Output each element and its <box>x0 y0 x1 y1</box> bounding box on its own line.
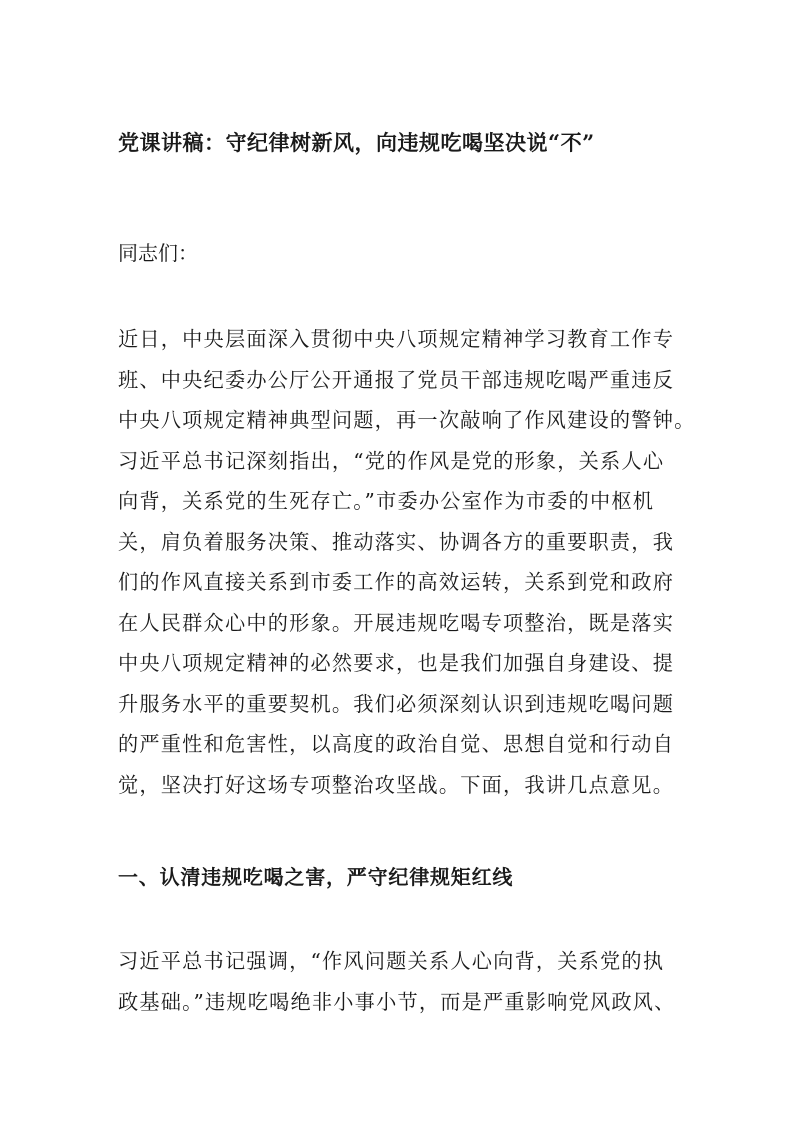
paragraph-line: 政基础。”违规吃喝绝非小事小节，而是严重影响党风政风、 <box>118 989 676 1014</box>
paragraph-intro <box>118 319 696 805</box>
paragraph-line: 中央八项规定精神的必然要求，也是我们加强自身建设、提 <box>118 651 675 675</box>
paragraph-line: 在人民群众心中的形象。开展违规吃喝专项整治，既是落实 <box>118 610 675 635</box>
paragraph-line: 关，肩负着服务决策、推动落实、协调各方的重要职责，我 <box>118 529 675 554</box>
paragraph-line: 班、中央纪委办公厅公开通报了党员干部违规吃喝严重违反 <box>118 367 675 392</box>
paragraph-line: 习近平总书记强调，“作风问题关系人心向背，关系党的执 <box>118 949 665 973</box>
paragraph-line: 的严重性和危害性，以高度的政治自觉、思想自觉和行动自 <box>118 732 675 756</box>
paragraph-line: 中央八项规定精神典型问题，再一次敲响了作风建设的警钟。 <box>118 408 696 432</box>
paragraph-line: 习近平总书记深刻指出，“党的作风是党的形象，关系人心 <box>118 448 665 473</box>
paragraph-line: 近日，中央层面深入贯彻中央八项规定精神学习教育工作专 <box>118 327 675 351</box>
section-heading: 一、认清违规吃喝之害，严守纪律规矩红线 <box>118 865 514 889</box>
paragraph-line: 们的作风直接关系到市委工作的高效运转，关系到党和政府 <box>118 570 675 594</box>
paragraph-line: 觉，坚决打好这场专项整治攻坚战。下面，我讲几点意见。 <box>118 772 675 797</box>
paragraph-line: 升服务水平的重要契机。我们必须深刻认识到违规吃喝问题 <box>118 691 675 716</box>
paragraph-section1 <box>118 941 688 1022</box>
salutation: 同志们： <box>118 241 198 265</box>
document-title: 党课讲稿：守纪律树新风，向违规吃喝坚决说“不” <box>118 130 595 155</box>
paragraph-line: 向背，关系党的生死存亡。”市委办公室作为市委的中枢机 <box>118 489 655 513</box>
